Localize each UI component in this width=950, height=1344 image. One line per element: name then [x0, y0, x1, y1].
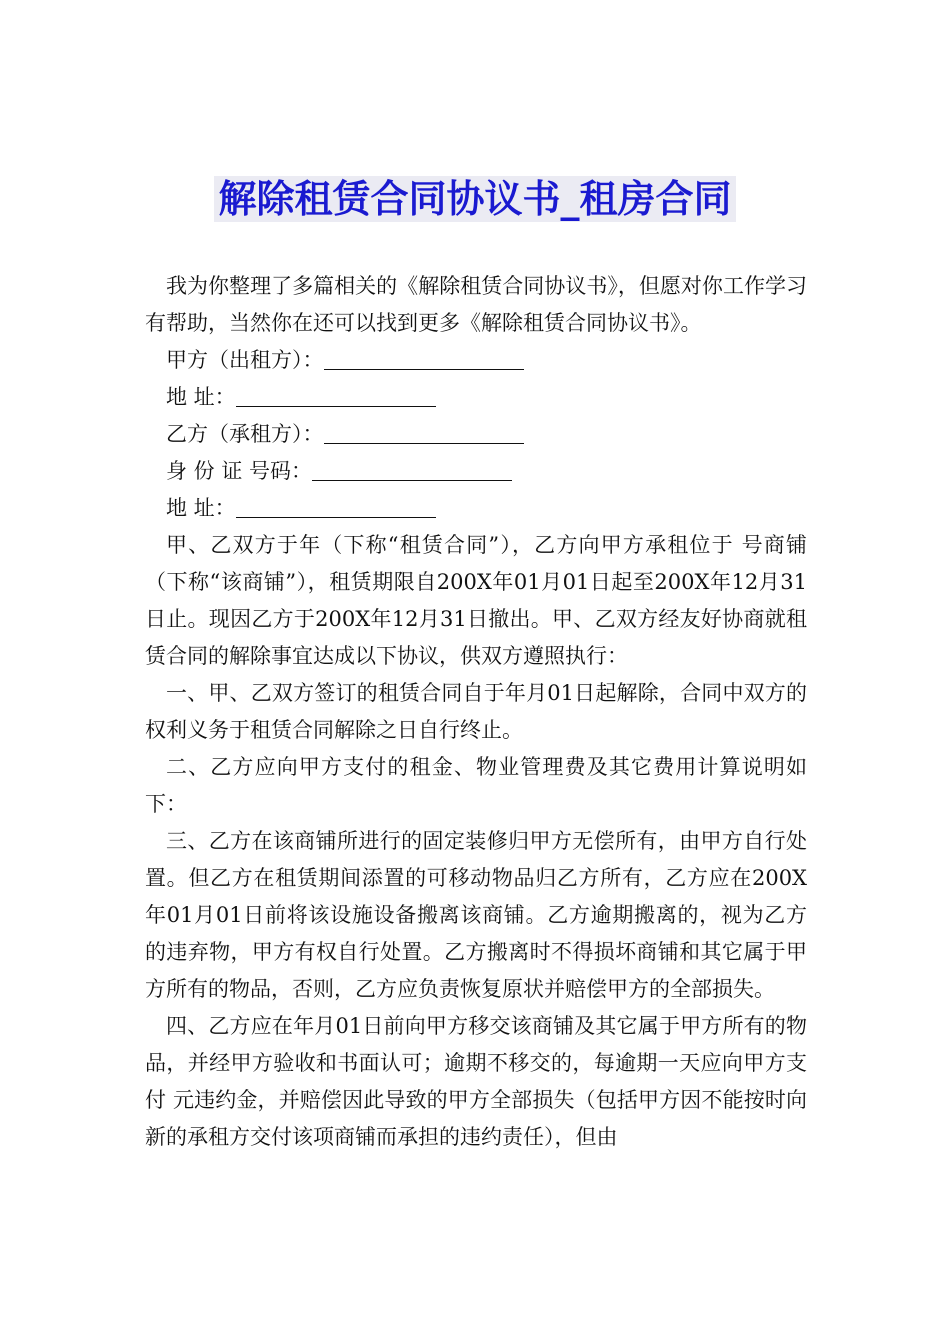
paragraph-background: 甲、乙双方于年（下称“租赁合同”），乙方向甲方承租位于 号商铺（下称“该商铺”），租赁期限自200X年01月01日起至200X年12月31日止。现因乙方于200X年12月31日撤出。甲、乙双方经友好协商就租赁合同的解除事宜达成以下协议，供双方遵照执行： [145, 533, 807, 668]
paragraph-clause-4: 四、乙方应在年月01日前向甲方移交该商铺及其它属于甲方所有的物品，并经甲方验收和书面认可；逾期不移交的，每逾期一天应向甲方支付 元违约金，并赔偿因此导致的甲方全部损失（包括甲方因不能按时向新的承租方交付该项商铺而承担的违约责任），但由 [145, 1014, 807, 1149]
field-id-number [145, 453, 807, 490]
field-lessor-address [145, 379, 807, 416]
paragraph-clause-2: 二、乙方应向甲方支付的租金、物业管理费及其它费用计算说明如下： [145, 755, 807, 816]
paragraph-clause-1: 一、甲、乙双方签订的租赁合同自于年月01日起解除，合同中双方的权利义务于租赁合同解除之日自行终止。 [145, 681, 807, 742]
document-body [145, 268, 807, 1156]
title-wrap [0, 176, 950, 222]
paragraph-clause-3: 三、乙方在该商铺所进行的固定装修归甲方无偿所有，由甲方自行处置。但乙方在租赁期间添置的可移动物品归乙方所有，乙方应在200X年01月01日前将该设施设备搬离该商铺。乙方逾期搬离的，视为乙方的违弃物，甲方有权自行处置。乙方搬离时不得损坏商铺和其它属于甲方所有的物品，否则，乙方应负责恢复原状并赔偿甲方的全部损失。 [145, 829, 807, 1001]
blank-line [236, 493, 436, 518]
field-lessee [145, 416, 807, 453]
blank-line [236, 382, 436, 407]
intro-paragraph: 我为你整理了多篇相关的《解除租赁合同协议书》，但愿对你工作学习有帮助，当然你在还可以找到更多《解除租赁合同协议书》。 [145, 274, 807, 335]
field-lessor [145, 342, 807, 379]
blank-line [324, 345, 524, 370]
field-lessee-address [145, 490, 807, 527]
field-label: 地 址： [166, 385, 236, 409]
field-label: 乙方（承租方）： [166, 422, 324, 446]
blank-line [324, 419, 524, 444]
blank-line [312, 456, 512, 481]
document-title: 解除租赁合同协议书_租房合同 [214, 176, 735, 222]
field-label: 甲方（出租方）： [166, 348, 324, 372]
field-label: 身 份 证 号码： [166, 459, 313, 483]
field-label: 地 址： [166, 496, 236, 520]
